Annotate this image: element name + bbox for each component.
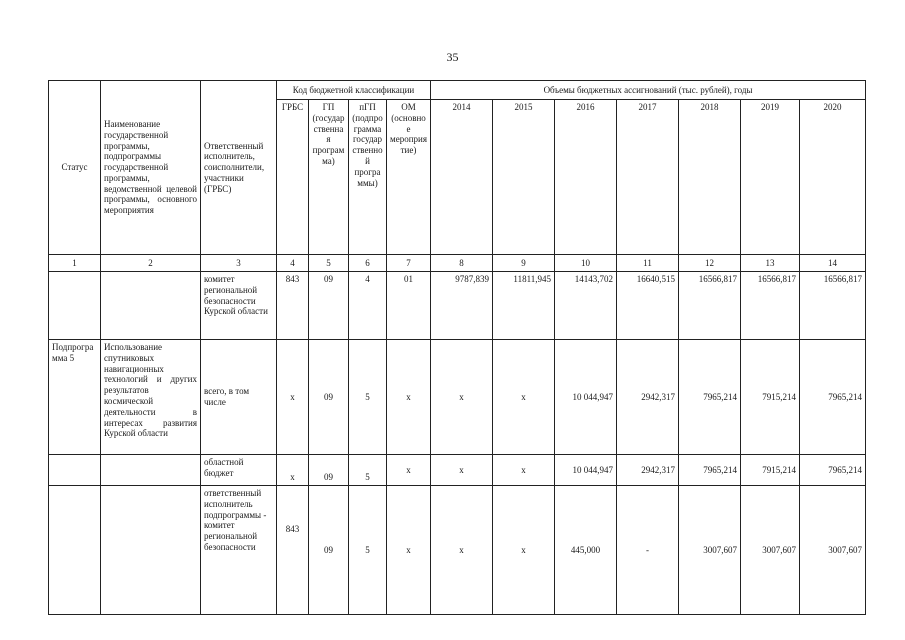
column-number: 9: [493, 255, 555, 272]
grbs-cell: х: [277, 455, 309, 486]
pgp-cell: 4: [349, 272, 387, 340]
column-number: 13: [741, 255, 800, 272]
column-number: 5: [309, 255, 349, 272]
value-cell: х: [493, 455, 555, 486]
value-cell: х: [493, 486, 555, 615]
om-cell: х: [387, 340, 431, 455]
header-year: 2019: [741, 100, 800, 255]
pgp-cell: 5: [349, 340, 387, 455]
header-year: 2017: [617, 100, 679, 255]
header-pgp: пГП (подпрограмма государственной программы): [349, 100, 387, 255]
om-cell: 01: [387, 272, 431, 340]
value-cell: 3007,607: [679, 486, 741, 615]
budget-allocation-table: [48, 80, 866, 615]
gp-cell: 09: [309, 455, 349, 486]
header-year: 2016: [555, 100, 617, 255]
header-om: ОМ (основное мероприятие): [387, 100, 431, 255]
grbs-cell: х: [277, 340, 309, 455]
value-cell: -: [617, 486, 679, 615]
status-cell: [49, 455, 101, 486]
responsible-cell: всего, в том числе: [201, 340, 277, 455]
value-cell: 2942,317: [617, 340, 679, 455]
value-cell: х: [431, 340, 493, 455]
header-year: 2018: [679, 100, 741, 255]
value-cell: 7965,214: [679, 455, 741, 486]
column-number: 14: [800, 255, 866, 272]
header-volumes: Объемы бюджетных ассигнований (тыс. рублей), годы: [431, 81, 866, 100]
header-status: Статус: [49, 81, 101, 255]
column-number: 8: [431, 255, 493, 272]
responsible-cell: комитет региональной безопасности Курской области: [201, 272, 277, 340]
grbs-cell: 843: [277, 486, 309, 615]
value-cell: 7965,214: [800, 340, 866, 455]
value-cell: 445,000: [555, 486, 617, 615]
status-cell: [49, 272, 101, 340]
status-cell: [49, 486, 101, 615]
table-row: [49, 486, 866, 615]
value-cell: 11811,945: [493, 272, 555, 340]
value-cell: 2942,317: [617, 455, 679, 486]
gp-cell: 09: [309, 486, 349, 615]
value-cell: х: [493, 340, 555, 455]
header-row-1: [49, 81, 866, 100]
name-cell: [101, 486, 201, 615]
value-cell: 16566,817: [679, 272, 741, 340]
value-cell: 10 044,947: [555, 455, 617, 486]
om-cell: х: [387, 486, 431, 615]
column-number: 10: [555, 255, 617, 272]
column-number: 4: [277, 255, 309, 272]
table-row: [49, 272, 866, 340]
column-number: 7: [387, 255, 431, 272]
table-row: [49, 455, 866, 486]
pgp-cell: 5: [349, 486, 387, 615]
grbs-cell: 843: [277, 272, 309, 340]
value-cell: 14143,702: [555, 272, 617, 340]
value-cell: 16566,817: [800, 272, 866, 340]
value-cell: 7965,214: [679, 340, 741, 455]
column-number: 12: [679, 255, 741, 272]
value-cell: 16566,817: [741, 272, 800, 340]
table-row: [49, 340, 866, 455]
header-year: 2014: [431, 100, 493, 255]
value-cell: 7915,214: [741, 455, 800, 486]
header-responsible: Ответственный исполнитель, соисполнители, участники (ГРБС): [201, 81, 277, 255]
column-number: 1: [49, 255, 101, 272]
gp-cell: 09: [309, 272, 349, 340]
responsible-cell: ответственный исполнитель подпрограммы - комитет региональной безопасности: [201, 486, 277, 615]
value-cell: х: [431, 455, 493, 486]
status-cell: Подпрограмма 5: [49, 340, 101, 455]
name-cell: [101, 272, 201, 340]
column-number: 11: [617, 255, 679, 272]
name-cell: [101, 455, 201, 486]
header-grbs: ГРБС: [277, 100, 309, 255]
column-number: 2: [101, 255, 201, 272]
header-name: Наименование государственной программы, подпрограммы государственной программы, ведомственной целевой программы, основного мероприятия: [101, 81, 201, 255]
gp-cell: 09: [309, 340, 349, 455]
om-cell: х: [387, 455, 431, 486]
value-cell: 10 044,947: [555, 340, 617, 455]
value-cell: 9787,839: [431, 272, 493, 340]
value-cell: 16640,515: [617, 272, 679, 340]
responsible-cell: областной бюджет: [201, 455, 277, 486]
header-budget-code: Код бюджетной классификации: [277, 81, 431, 100]
value-cell: 3007,607: [741, 486, 800, 615]
header-year: 2015: [493, 100, 555, 255]
column-number-row: [49, 255, 866, 272]
value-cell: 7915,214: [741, 340, 800, 455]
pgp-cell: 5: [349, 455, 387, 486]
value-cell: 3007,607: [800, 486, 866, 615]
column-number: 3: [201, 255, 277, 272]
header-gp: ГП (государственная программа): [309, 100, 349, 255]
header-year: 2020: [800, 100, 866, 255]
column-number: 6: [349, 255, 387, 272]
page-number: 35: [446, 50, 459, 64]
value-cell: 7965,214: [800, 455, 866, 486]
name-cell: Использование спутниковых навигационных технологий и других результатов космической деятельности в интересах развития Курской области: [101, 340, 201, 455]
value-cell: х: [431, 486, 493, 615]
